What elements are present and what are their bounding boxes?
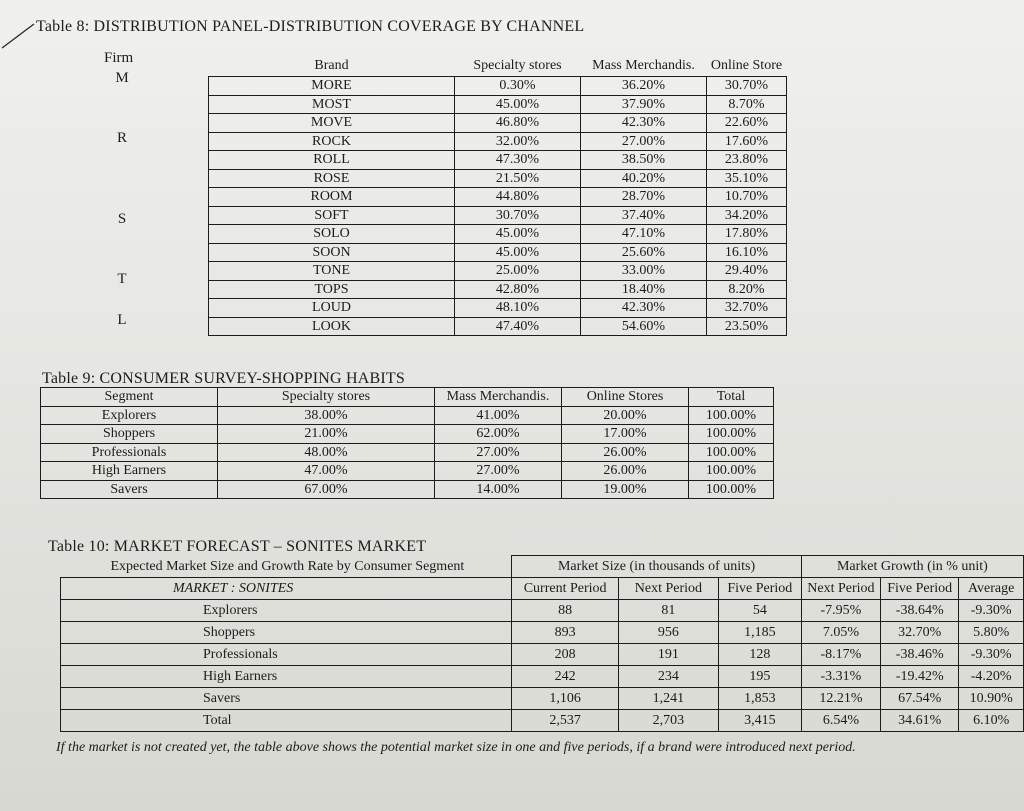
table-cell: 195: [718, 666, 801, 688]
table-cell: MORE: [209, 77, 455, 96]
table-cell: 128: [718, 644, 801, 666]
table-cell: 47.00%: [218, 462, 435, 481]
table-cell: 26.00%: [562, 462, 689, 481]
table-cell: 893: [512, 622, 619, 644]
table-cell: 19.00%: [562, 480, 689, 499]
table-cell: 37.40%: [581, 206, 707, 225]
table-cell: 23.80%: [707, 151, 787, 170]
table-cell: 234: [618, 666, 718, 688]
table-cell: 6.10%: [959, 710, 1024, 732]
table-cell: 10.90%: [959, 688, 1024, 710]
table-cell: 41.00%: [435, 406, 562, 425]
col-header-mass: Mass Merchandis.: [435, 388, 562, 407]
table-cell: 32.70%: [707, 299, 787, 318]
table-cell: 2,537: [512, 710, 619, 732]
table-cell: Professionals: [61, 644, 512, 666]
pen-mark-icon: [0, 20, 38, 50]
shopping-habits-table: [40, 387, 774, 499]
table-cell: 34.20%: [707, 206, 787, 225]
table-cell: 32.00%: [455, 132, 581, 151]
table-cell: -38.64%: [881, 600, 959, 622]
table-cell: 17.00%: [562, 425, 689, 444]
col-header-specialty: Specialty stores: [218, 388, 435, 407]
table-cell: 62.00%: [435, 425, 562, 444]
table-cell: ROCK: [209, 132, 455, 151]
table-cell: 47.40%: [455, 317, 581, 336]
table-cell: -19.42%: [881, 666, 959, 688]
table-cell: MOVE: [209, 114, 455, 133]
table8-firm-header: Firm: [104, 50, 134, 66]
col-header-mass: Mass Merchandis.: [592, 58, 695, 73]
table-cell: 30.70%: [707, 77, 787, 96]
table-row: [209, 225, 787, 244]
table-row: [209, 188, 787, 207]
table-cell: -9.30%: [959, 600, 1024, 622]
table-row: [209, 169, 787, 188]
firm-label: R: [116, 130, 127, 146]
table10-body: [61, 600, 1024, 732]
table-cell: 20.00%: [562, 406, 689, 425]
table-cell: 35.10%: [707, 169, 787, 188]
table-cell: 27.00%: [581, 132, 707, 151]
table-cell: 42.30%: [581, 114, 707, 133]
table-cell: 22.60%: [707, 114, 787, 133]
table-cell: 36.20%: [581, 77, 707, 96]
table-cell: 26.00%: [562, 443, 689, 462]
col-header-average: Average: [959, 578, 1024, 600]
table-row: [209, 206, 787, 225]
table-row: [61, 666, 1024, 688]
table-cell: 30.70%: [455, 206, 581, 225]
table-cell: 27.00%: [435, 443, 562, 462]
col-header-brand: Brand: [314, 58, 349, 73]
table-cell: ROLL: [209, 151, 455, 170]
table-cell: 14.00%: [435, 480, 562, 499]
col-header-specialty: Specialty stores: [473, 58, 562, 73]
firm-label: M: [115, 70, 129, 86]
table10-subtitle: Expected Market Size and Growth Rate by Consumer Segment: [110, 558, 465, 574]
table-cell: High Earners: [41, 462, 218, 481]
table-cell: 67.54%: [881, 688, 959, 710]
table10-title: Table 10: MARKET FORECAST – SONITES MARKET: [48, 538, 427, 555]
table-cell: 1,853: [718, 688, 801, 710]
group-header-growth: Market Growth (in % unit): [801, 556, 1023, 578]
table-cell: Shoppers: [41, 425, 218, 444]
table-cell: 1,185: [718, 622, 801, 644]
table-cell: MOST: [209, 95, 455, 114]
table-cell: 38.00%: [218, 406, 435, 425]
group-header-size: Market Size (in thousands of units): [512, 556, 801, 578]
table-row: [41, 406, 774, 425]
table-cell: 38.50%: [581, 151, 707, 170]
table-row: [61, 710, 1024, 732]
table-cell: 67.00%: [218, 480, 435, 499]
table-cell: 25.00%: [455, 262, 581, 281]
table-cell: 33.00%: [581, 262, 707, 281]
table-cell: 16.10%: [707, 243, 787, 262]
table-cell: 23.50%: [707, 317, 787, 336]
table-cell: LOOK: [209, 317, 455, 336]
table-cell: Explorers: [41, 406, 218, 425]
table-cell: 21.50%: [455, 169, 581, 188]
table-cell: 27.00%: [435, 462, 562, 481]
table-cell: 7.05%: [801, 622, 880, 644]
table-cell: 208: [512, 644, 619, 666]
table-cell: 21.00%: [218, 425, 435, 444]
table-row: [209, 262, 787, 281]
table-row: [61, 622, 1024, 644]
table-cell: 17.60%: [707, 132, 787, 151]
table-cell: TONE: [209, 262, 455, 281]
table-row: [209, 95, 787, 114]
table-cell: 5.80%: [959, 622, 1024, 644]
table-row: [209, 132, 787, 151]
firm-label: T: [117, 271, 127, 287]
table-cell: 242: [512, 666, 619, 688]
table-cell: -4.20%: [959, 666, 1024, 688]
table-cell: Total: [61, 710, 512, 732]
col-header-growth-next: Next Period: [801, 578, 880, 600]
col-header-growth-five: Five Period: [881, 578, 959, 600]
table-cell: 34.61%: [881, 710, 959, 732]
table-cell: High Earners: [61, 666, 512, 688]
table-cell: 42.30%: [581, 299, 707, 318]
table-cell: 40.20%: [581, 169, 707, 188]
table-cell: ROSE: [209, 169, 455, 188]
table-cell: 81: [618, 600, 718, 622]
table-cell: 25.60%: [581, 243, 707, 262]
table-row: [61, 600, 1024, 622]
table-cell: 47.30%: [455, 151, 581, 170]
table-cell: 2,703: [618, 710, 718, 732]
table-cell: 1,106: [512, 688, 619, 710]
table-cell: 191: [618, 644, 718, 666]
table-row: [209, 151, 787, 170]
table-cell: 100.00%: [689, 480, 774, 499]
table-cell: 8.70%: [707, 95, 787, 114]
table-cell: 45.00%: [455, 225, 581, 244]
table-cell: Professionals: [41, 443, 218, 462]
table-cell: Savers: [61, 688, 512, 710]
table-cell: 44.80%: [455, 188, 581, 207]
table-cell: SOLO: [209, 225, 455, 244]
table-cell: SOON: [209, 243, 455, 262]
table-row: [41, 425, 774, 444]
table-cell: Savers: [41, 480, 218, 499]
table-cell: 42.80%: [455, 280, 581, 299]
market-forecast-table: [60, 555, 1024, 732]
col-header-online: Online Store: [710, 58, 783, 73]
table-cell: 956: [618, 622, 718, 644]
table-row: [209, 243, 787, 262]
table-row: [209, 77, 787, 96]
table-cell: 8.20%: [707, 280, 787, 299]
table-cell: 48.10%: [455, 299, 581, 318]
table-row: [61, 688, 1024, 710]
col-header-next: Next Period: [618, 578, 718, 600]
table-cell: 3,415: [718, 710, 801, 732]
market-label: MARKET : SONITES: [61, 578, 512, 600]
table10-footnote: If the market is not created yet, the table above shows the potential market size in one and five periods, if a brand were introduced next period.: [56, 740, 856, 755]
table-cell: 29.40%: [707, 262, 787, 281]
table-row: [209, 280, 787, 299]
table-cell: 48.00%: [218, 443, 435, 462]
col-header-segment: Segment: [41, 388, 218, 407]
table-cell: 28.70%: [581, 188, 707, 207]
table-cell: -9.30%: [959, 644, 1024, 666]
col-header-current: Current Period: [512, 578, 619, 600]
table-cell: -8.17%: [801, 644, 880, 666]
table-cell: 37.90%: [581, 95, 707, 114]
col-header-total: Total: [689, 388, 774, 407]
firm-label: S: [117, 211, 127, 227]
table-header-row: [41, 388, 774, 407]
table-cell: -3.31%: [801, 666, 880, 688]
table-cell: 45.00%: [455, 95, 581, 114]
table-cell: 10.70%: [707, 188, 787, 207]
table-cell: 54: [718, 600, 801, 622]
table-group-row: [61, 556, 1024, 578]
table-row: [209, 299, 787, 318]
table8-body: [209, 77, 787, 336]
table9-title: Table 9: CONSUMER SURVEY-SHOPPING HABITS: [42, 370, 405, 387]
table-row: [41, 480, 774, 499]
table-cell: -38.46%: [881, 644, 959, 666]
table-cell: 1,241: [618, 688, 718, 710]
table-row: [41, 462, 774, 481]
table-header-row: [209, 56, 787, 77]
table-cell: 100.00%: [689, 406, 774, 425]
col-header-online: Online Stores: [562, 388, 689, 407]
table-cell: 45.00%: [455, 243, 581, 262]
table-cell: Explorers: [61, 600, 512, 622]
table-cell: 54.60%: [581, 317, 707, 336]
table-cell: 47.10%: [581, 225, 707, 244]
table-cell: 0.30%: [455, 77, 581, 96]
table-cell: TOPS: [209, 280, 455, 299]
table-header-row: [61, 578, 1024, 600]
table-cell: -7.95%: [801, 600, 880, 622]
firm-label: L: [117, 312, 127, 328]
table-row: [209, 114, 787, 133]
table8-title: Table 8: DISTRIBUTION PANEL-DISTRIBUTION COVERAGE BY CHANNEL: [36, 18, 585, 35]
table-cell: ROOM: [209, 188, 455, 207]
table-cell: 100.00%: [689, 462, 774, 481]
table-cell: 18.40%: [581, 280, 707, 299]
table-row: [41, 443, 774, 462]
table-cell: 100.00%: [689, 425, 774, 444]
table-cell: SOFT: [209, 206, 455, 225]
table-cell: 6.54%: [801, 710, 880, 732]
table-cell: 17.80%: [707, 225, 787, 244]
table-cell: LOUD: [209, 299, 455, 318]
distribution-coverage-table: [208, 56, 787, 336]
table-cell: 12.21%: [801, 688, 880, 710]
table-row: [61, 644, 1024, 666]
col-header-five: Five Period: [718, 578, 801, 600]
table9-body: [41, 406, 774, 499]
table-cell: Shoppers: [61, 622, 512, 644]
table-cell: 100.00%: [689, 443, 774, 462]
table-cell: 88: [512, 600, 619, 622]
table-cell: 46.80%: [455, 114, 581, 133]
table-cell: 32.70%: [881, 622, 959, 644]
table-row: [209, 317, 787, 336]
